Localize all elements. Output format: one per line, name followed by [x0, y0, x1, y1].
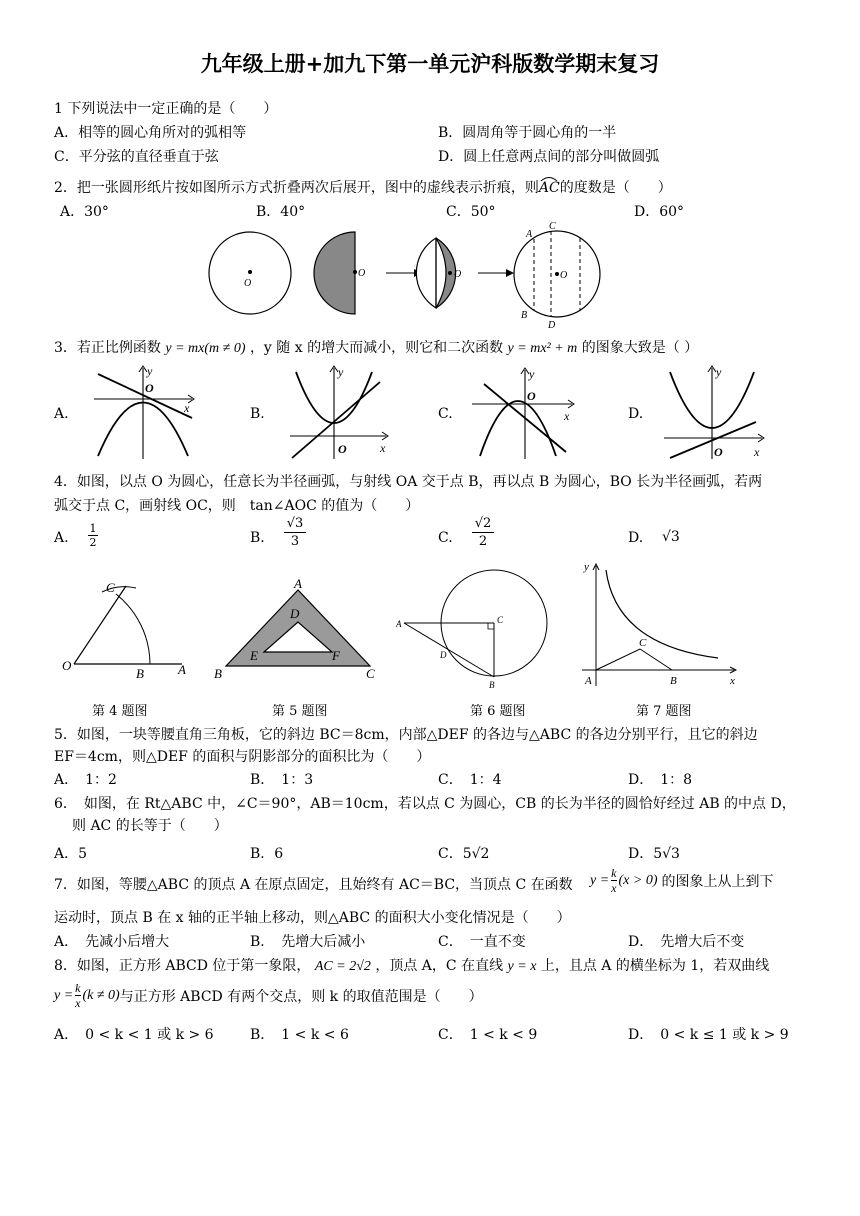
center-dot: [248, 270, 252, 274]
hyperbola-curve: [606, 570, 718, 658]
q3-option-c: C.: [438, 406, 453, 422]
center-dot: [448, 271, 452, 275]
q2-option-d: D．60°: [634, 204, 685, 220]
fig4-caption: 第 4 题图: [92, 704, 148, 719]
q5-option-c: C． 1：4: [438, 772, 502, 788]
label-b: B: [521, 310, 528, 321]
page-title: 九年级上册+加九下第一单元沪科版数学期末复习: [200, 52, 660, 76]
q8-option-c: C． 1 < k < 9: [438, 1027, 538, 1043]
arc-o: [116, 594, 150, 664]
q3-graph-b: [288, 364, 398, 462]
q5-option-b: B． 1：3: [250, 772, 314, 788]
svg-text:O: O: [714, 445, 723, 459]
svg-text:O: O: [145, 381, 154, 395]
q8-stem: 8．如图，正方形 ABCD 位于第一象限， AC = 2√2 ，顶点 A，C 在直线 y = x 上，且点 A 的横坐标为 1，若双曲线: [54, 958, 770, 974]
label-o: O: [244, 278, 252, 289]
q6-option-d: D．5√3: [628, 846, 680, 862]
svg-text:D: D: [440, 650, 447, 660]
q2-option-b: B．40°: [256, 204, 306, 220]
svg-text:x: x: [754, 445, 760, 459]
q2-folding-figure: [200, 218, 620, 333]
fig7-hyperbola: [578, 560, 748, 690]
center-dot: [353, 270, 357, 274]
q4-option-c: C.: [438, 530, 453, 546]
label-c: C: [549, 221, 556, 232]
svg-text:F: F: [332, 648, 340, 663]
q6-option-a: A．5: [54, 846, 88, 862]
q2-option-a: A．30°: [60, 204, 109, 220]
half-circle: [314, 232, 355, 314]
label-o: O: [358, 268, 366, 279]
q3-graph-a: [88, 364, 198, 462]
q8-option-d: D． 0 < k ≤ 1 或 k > 9: [628, 1027, 789, 1043]
label-o: O: [454, 269, 462, 280]
svg-text:A: A: [294, 576, 302, 591]
svg-text:x: x: [730, 675, 735, 687]
svg-text:C: C: [366, 666, 375, 681]
svg-text:y: y: [147, 364, 153, 378]
fig7-caption: 第 7 题图: [636, 704, 692, 719]
ray-oc: [74, 586, 126, 664]
svg-text:C: C: [639, 637, 647, 649]
q4-line1: 4．如图，以点 O 为圆心，任意长为半径画弧，与射线 OA 交于点 B，再以点 B 为圆心，BO 长为半径画弧，若两: [54, 474, 763, 490]
arrow-head-icon: [506, 269, 514, 277]
q2-stem-start: 2．把一张圆形纸片按如图所示方式折叠两次后展开，图中的虚线表示折痕，则: [54, 180, 539, 196]
svg-text:B: B: [136, 666, 144, 681]
svg-text:O: O: [527, 389, 536, 403]
q4-option-b: B.: [250, 530, 265, 546]
q7-option-a: A． 先减小后增大: [54, 934, 170, 950]
svg-text:C: C: [106, 580, 115, 595]
q1-option-d: D．圆上任意两点间的部分叫做圆弧: [438, 149, 660, 165]
q3-quadratic-eq: y = mx² + m: [507, 341, 578, 356]
side-cb: [640, 649, 672, 670]
q6-option-c: C．5√2: [438, 846, 490, 862]
svg-text:B: B: [489, 680, 495, 690]
q8-option-a: A． 0 < k < 1 或 k > 6: [54, 1027, 214, 1043]
fig5-triangle: [210, 574, 380, 684]
quarter-shaded: [436, 238, 456, 308]
q4-fraction-c: √2 2: [472, 515, 494, 550]
svg-text:A: A: [396, 619, 402, 629]
q8-line-eq: y = x: [507, 959, 537, 974]
right-angle-mark: [488, 623, 494, 629]
q3-option-d: D.: [628, 406, 644, 422]
q4-option-a: A.: [54, 530, 69, 546]
svg-text:B: B: [670, 675, 677, 687]
q5-line1: 5．如图，一块等腰直角三角板，它的斜边 BC＝8cm，内部△DEF 的各边与△ABC 的各边分别平行，且它的斜边: [54, 727, 758, 743]
label-o: O: [560, 270, 568, 281]
svg-text:y: y: [584, 561, 589, 573]
fig6-caption: 第 6 题图: [470, 704, 526, 719]
svg-text:y: y: [716, 365, 722, 379]
q7-option-b: B． 先增大后减小: [250, 934, 366, 950]
q1-option-b: B．圆周角等于圆心角的一半: [438, 125, 617, 141]
q1-option-a: A．相等的圆心角所对的弧相等: [54, 125, 247, 141]
fig6-circle: [390, 565, 560, 693]
q3-graph-c: [470, 364, 580, 462]
q3-graph-d: [662, 364, 772, 462]
label-a: A: [526, 229, 533, 240]
q4-line2: 弧交于点 C，画射线 OC，则 tan∠AOC 的值为（ ）: [54, 498, 420, 514]
q5-line2: EF＝4cm，则△DEF 的面积与阴影部分的面积比为（ ）: [54, 749, 431, 765]
q6-line2: 则 AC 的长等于（ ）: [72, 818, 228, 834]
q5-option-d: D． 1：8: [628, 772, 693, 788]
q8-line2: y = $\frac{k}{x}$ (k ≠ 0) 与正方形 ABCD 有两个交点，则 k 的取值范围是（ ）: [54, 981, 483, 1010]
q3-option-a: A.: [54, 406, 69, 422]
q7-line2: 运动时，顶点 B 在 x 轴的正半轴上移动，则△ABC 的面积大小变化情况是（ ）: [54, 910, 571, 926]
q2-stem: [54, 177, 672, 197]
folded-edge: [416, 238, 436, 308]
q2-option-c: C．50°: [446, 204, 496, 220]
q4-fraction-b: √3 3: [284, 515, 306, 550]
label-d: D: [548, 320, 556, 331]
svg-text:x: x: [184, 401, 190, 415]
fig5-caption: 第 5 题图: [272, 704, 328, 719]
q3-stem: 3．若正比例函数 y = mx(m ≠ 0) ，y 随 x 的增大而减小，则它和二次函数 y = mx² + m 的图象大致是（ ）: [54, 340, 699, 356]
q1-stem: 1 下列说法中一定正确的是（ ）: [54, 101, 278, 117]
center-dot: [555, 272, 559, 276]
svg-text:B: B: [214, 666, 222, 681]
svg-text:y: y: [338, 365, 344, 379]
svg-text:D: D: [290, 606, 300, 621]
q1-option-c: C．平分弦的直径垂直于弦: [54, 149, 219, 165]
q8-ac-eq: AC = 2√2: [314, 959, 371, 974]
q2-arc-ac: AC: [539, 180, 560, 196]
q3-linear-eq: y = mx(m ≠ 0): [165, 341, 246, 356]
q5-option-a: A． 1：2: [54, 772, 117, 788]
q6-line1: 6． 如图，在 Rt△ABC 中，∠C＝90°，AB＝10cm，若以点 C 为圆心，CB 的长为半径的圆恰好经过 AB 的中点 D，: [54, 796, 796, 812]
q2-stem-end: 的度数是（ ）: [559, 180, 672, 196]
q7-stem-a: 7．如图，等腰△ABC 的顶点 A 在原点固定，且始终有 AC＝BC，当顶点 C 在函数: [54, 877, 573, 893]
q3-option-b: B.: [250, 406, 265, 422]
svg-text:A: A: [178, 662, 186, 677]
svg-text:x: x: [564, 409, 570, 423]
svg-text:A: A: [585, 675, 592, 687]
q7-function: y = $\frac{k}{x}$ (x > 0) 的图象上从上到下: [590, 866, 774, 895]
side-ac: [596, 649, 640, 670]
q7-option-d: D． 先增大后不变: [628, 934, 745, 950]
fig4-construction: [58, 562, 198, 682]
q7-option-c: C． 一直不变: [438, 934, 526, 950]
q4-option-d: D.: [628, 530, 644, 546]
svg-text:O: O: [62, 658, 72, 673]
svg-text:O: O: [338, 442, 347, 456]
side-ab: [404, 623, 494, 677]
q4-fraction-a: 1 2: [89, 522, 97, 549]
q4-value-d: √3: [662, 529, 680, 545]
svg-text:C: C: [497, 615, 504, 625]
q8-option-b: B． 1 < k < 6: [250, 1027, 349, 1043]
svg-text:y: y: [529, 367, 535, 381]
svg-text:E: E: [250, 648, 258, 663]
q6-option-b: B．6: [250, 846, 284, 862]
arc-mark-icon: [540, 176, 558, 182]
svg-text:x: x: [380, 441, 386, 455]
